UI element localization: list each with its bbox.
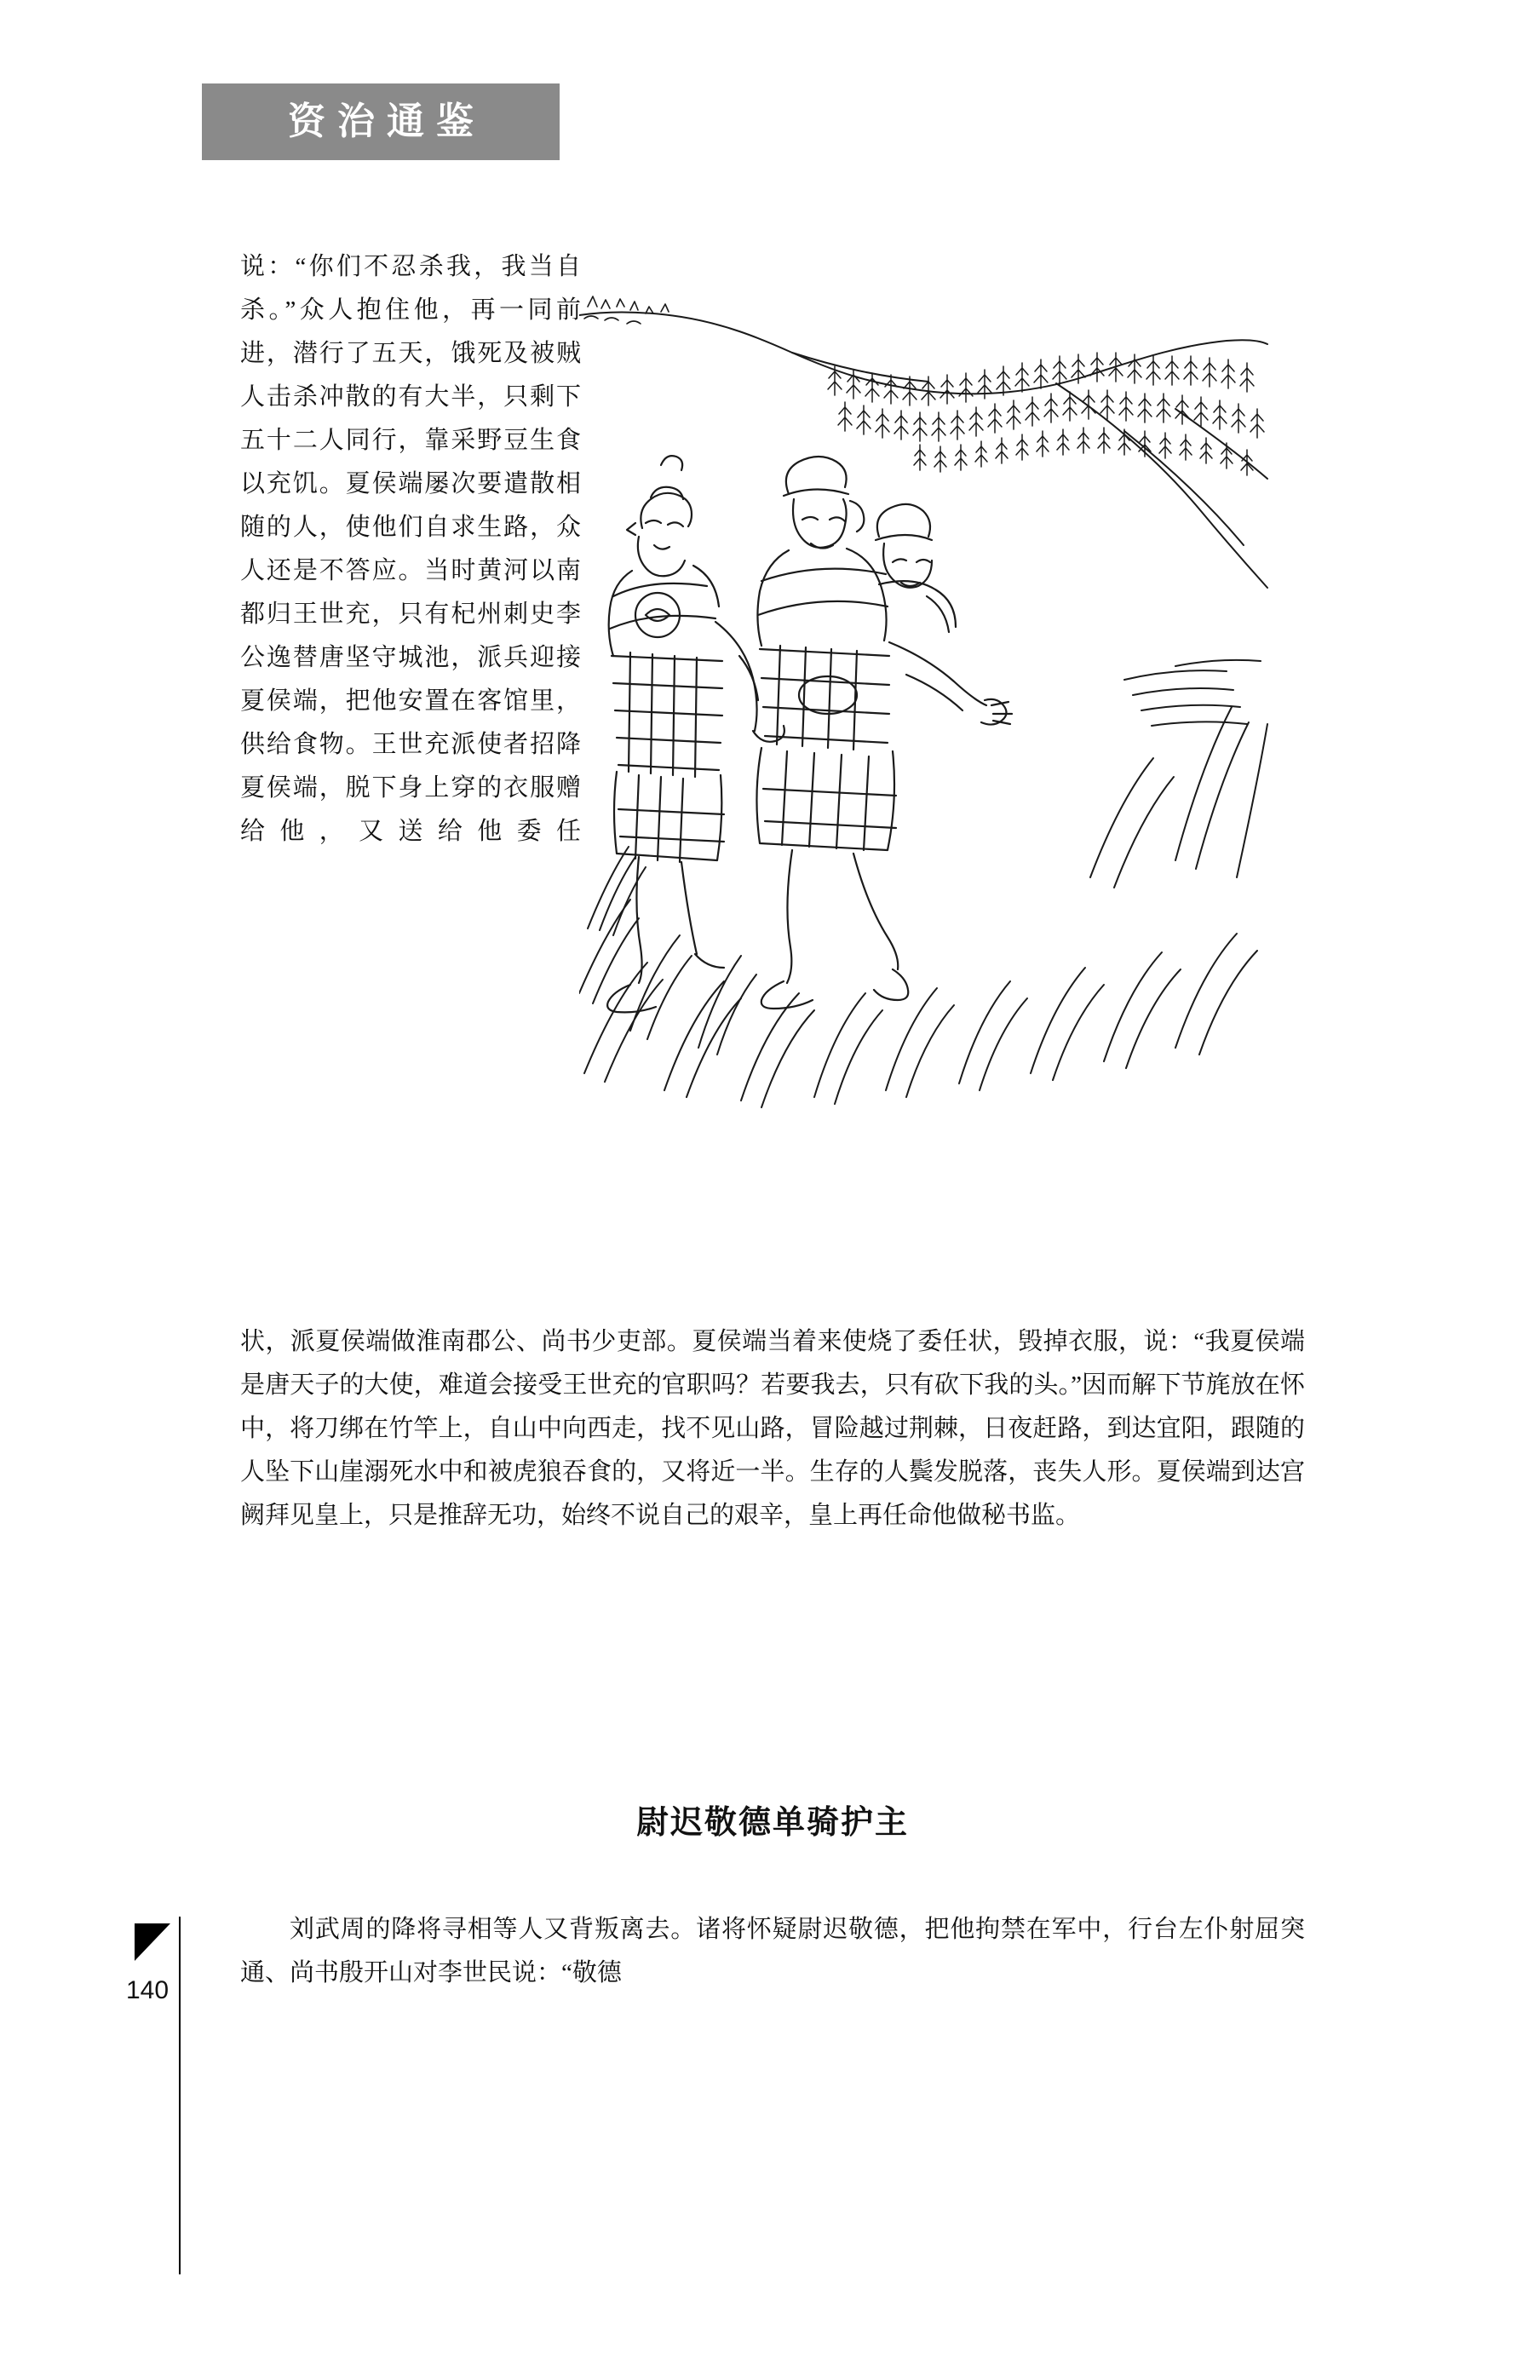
page-rule (179, 1917, 181, 2274)
corner-mark-icon (135, 1923, 170, 1961)
header-banner (202, 83, 560, 160)
body-paragraph: 状，派夏侯端做淮南郡公、尚书少吏部。夏侯端当着来使烧了委任状，毁掉衣服，说：“我夏侯端是唐天子的大使，难道会接受王世充的官职吗？若要我去，只有砍下我的头。”因而解下节旄放在怀中，将刀绑在竹竿上，自山中向西走，找不见山路，冒险越过荆棘，日夜赶路，到达宜阳，跟随的人坠下山崖溺死水中和被虎狼吞食的，又将近一半。生存的人鬓发脱落，丧失人形。夏侯端到达宫阙拜见皇上，只是推辞无功，始终不说自己的艰辛，皇上再任命他做秘书监。 (240, 1328, 1305, 1529)
illustration-figure (579, 281, 1269, 1329)
illustration-drawing (579, 281, 1269, 1329)
section-paragraph: 刘武周的降将寻相等人又背叛离去。诸将怀疑尉迟敬德，把他拘禁在军中，行台左仆射屈突通、尚书殷开山对李世民说：“敬德 (240, 1916, 1305, 1986)
section-heading: 尉迟敬德单骑护主 (635, 1805, 909, 1841)
left-text-column: 说：“你们不忍杀我，我当自杀。”众人抱住他，再一同前进，潜行了五天，饿死及被贼人击杀冲散的有大半，只剩下五十二人同行，靠采野豆生食以充饥。夏侯端屡次要遣散相随的人，使他们自求生路，众人还是不答应。当时黄河以南都归王世充，只有杞州刺史李公逸替唐坚守城池，派兵迎接夏侯端，把他安置在客馆里，供给食物。王世充派使者招降夏侯端，脱下身上穿的衣服赠给他，又送给他委任 (240, 253, 581, 845)
page-number: 140 (125, 1976, 170, 2004)
book-title: 资治通鉴 (288, 101, 486, 142)
